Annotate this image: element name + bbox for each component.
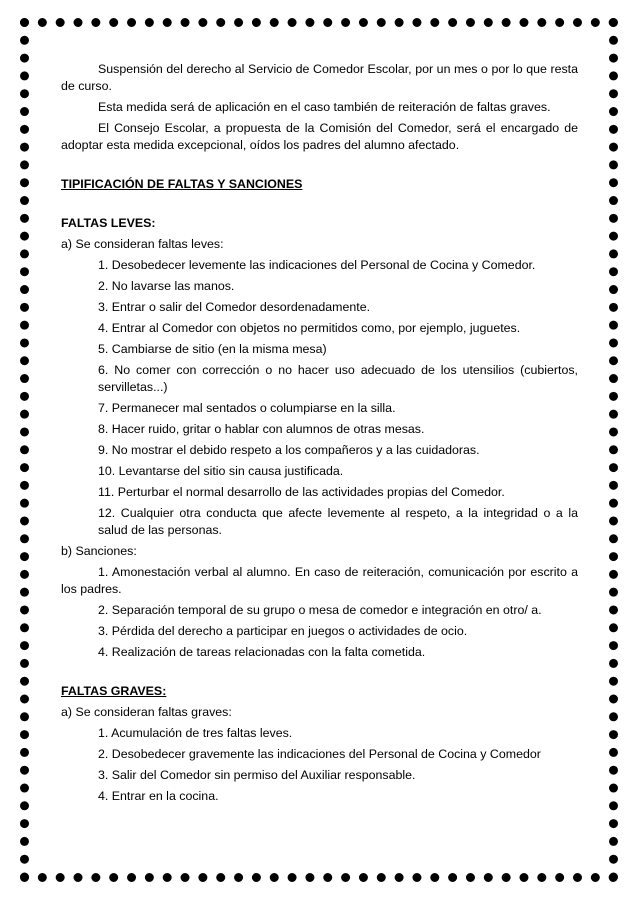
list-item: 1. Acumulación de tres faltas leves. [98,726,293,740]
leves-b-label: b) Sanciones: [61,544,137,558]
list-item: 12. Cualquier otra conducta que afecte levemente al respeto, a la integridad o a la salud de las personas. [98,506,578,537]
intro-paragraph-2: Esta medida será de aplicación en el caso también de reiteración de faltas graves. [98,100,551,114]
list-item: 3. Salir del Comedor sin permiso del Auxiliar responsable. [98,768,416,782]
list-item: 2. No lavarse las manos. [98,279,235,293]
faltas-leves-title: FALTAS LEVES: [61,216,156,230]
list-item: 6. No comer con corrección o no hacer uso adecuado de los utensilios (cubiertos, servilletas...) [98,363,578,394]
list-item: 10. Levantarse del sitio sin causa justificada. [98,464,344,478]
list-item: 5. Cambiarse de sitio (en la misma mesa) [98,342,327,356]
list-item: 4. Entrar al Comedor con objetos no permitidos como, por ejemplo, juguetes. [98,321,521,335]
list-item: 4. Realización de tareas relacionadas con la falta cometida. [98,645,426,659]
list-item: 3. Entrar o salir del Comedor desordenadamente. [98,300,371,314]
list-item: 3. Pérdida del derecho a participar en juegos o actividades de ocio. [98,624,468,638]
list-item: 1. Desobedecer levemente las indicaciones del Personal de Cocina y Comedor. [98,258,536,272]
intro-paragraph-1: Suspensión del derecho al Servicio de Comedor Escolar, por un mes o por lo que resta de curso. [61,62,578,93]
section-title: TIPIFICACIÓN DE FALTAS Y SANCIONES [61,177,303,191]
list-item: 8. Hacer ruido, gritar o hablar con alumnos de otras mesas. [98,422,425,436]
list-item: 4. Entrar en la cocina. [98,789,219,803]
document-body [61,61,578,805]
graves-a-label: a) Se consideran faltas graves: [61,705,232,719]
list-item: 2. Desobedecer gravemente las indicaciones del Personal de Cocina y Comedor [98,747,541,761]
list-item: 1. Amonestación verbal al alumno. En caso de reiteración, comunicación por escrito a los padres. [61,565,578,596]
list-item: 7. Permanecer mal sentados o columpiarse en la silla. [98,401,396,415]
faltas-graves-title: FALTAS GRAVES: [61,684,167,698]
list-item: 2. Separación temporal de su grupo o mesa de comedor e integración en otro/ a. [98,603,542,617]
intro-paragraph-3: El Consejo Escolar, a propuesta de la Comisión del Comedor, será el encargado de adoptar esta medida excepcional, oídos los padres del alumno afectado. [61,121,578,152]
leves-a-label: a) Se consideran faltas leves: [61,237,224,251]
list-item: 11. Perturbar el normal desarrollo de las actividades propias del Comedor. [98,485,505,499]
list-item: 9. No mostrar el debido respeto a los compañeros y a las cuidadoras. [98,443,480,457]
